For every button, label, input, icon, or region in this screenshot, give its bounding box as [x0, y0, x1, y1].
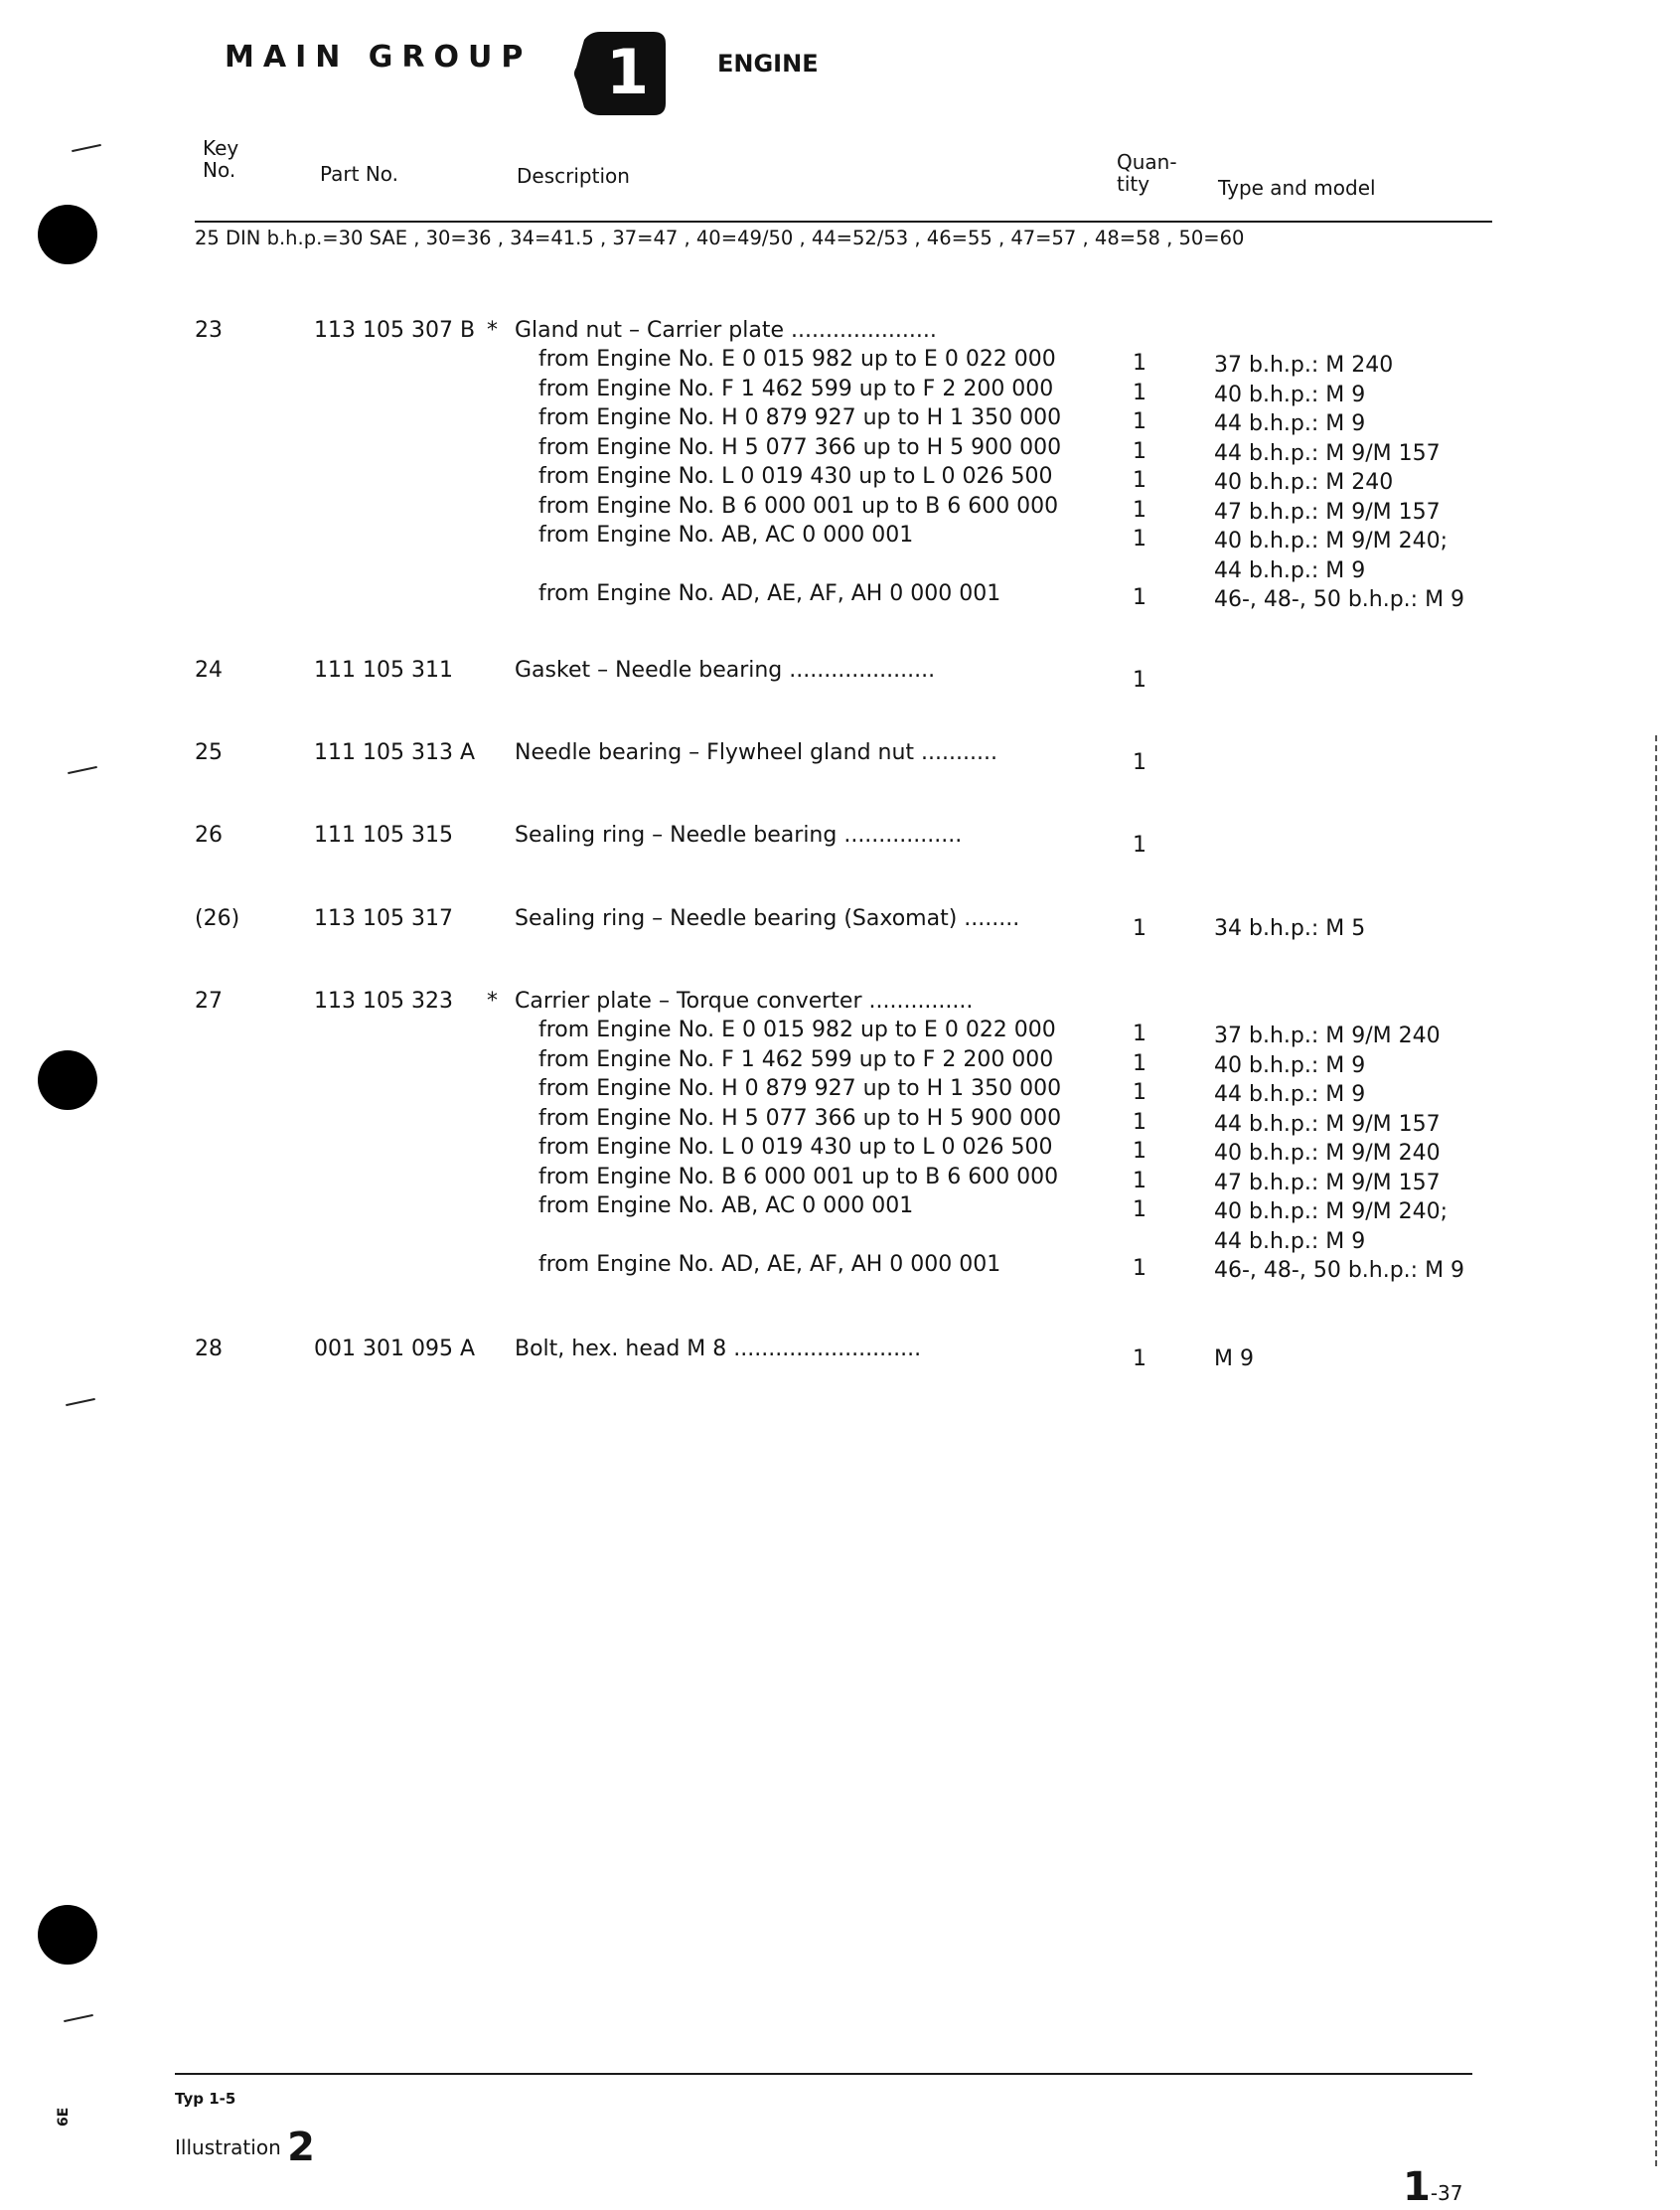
col-type-model: Type and model	[1218, 176, 1376, 200]
range-type-model: 47 b.h.p.: M 9/M 157	[1214, 499, 1441, 525]
key-number: 26	[195, 823, 223, 848]
engine-range: from Engine No. B 6 000 001 up to B 6 600 000	[538, 493, 1059, 519]
page-number-sub: -37	[1430, 2181, 1463, 2205]
col-part-no: Part No.	[320, 162, 399, 186]
engine-range: from Engine No. B 6 000 001 up to B 6 600 000	[538, 1164, 1059, 1189]
part-description: Gasket – Needle bearing .....................	[515, 658, 936, 683]
part-description: Bolt, hex. head M 8 ...........................	[515, 1337, 922, 1361]
range-quantity: 1	[1133, 438, 1146, 464]
new-part-marker: *	[487, 989, 498, 1014]
range-quantity: 1	[1133, 380, 1146, 405]
key-number: 28	[195, 1337, 223, 1361]
part-quantity: 1	[1133, 668, 1146, 693]
key-number: 24	[195, 658, 223, 683]
group-name: ENGINE	[717, 50, 819, 78]
range-quantity: 1	[1133, 1168, 1146, 1193]
col-description: Description	[517, 164, 630, 188]
range-quantity: 1	[1133, 1109, 1146, 1135]
part-description: Carrier plate – Torque converter ...............	[515, 989, 974, 1014]
part-description: Needle bearing – Flywheel gland nut ...........	[515, 740, 997, 765]
margin-mark	[68, 766, 97, 774]
col-key-no-line1: Key	[203, 136, 239, 160]
part-quantity: 1	[1133, 916, 1146, 941]
footer-typ: Typ 1-5	[175, 2090, 236, 2108]
range-type-model: 40 b.h.p.: M 9/M 240	[1214, 1141, 1441, 1166]
page-number-main: 1	[1403, 2164, 1431, 2210]
group-number: 1	[606, 36, 650, 108]
range-type-model: 44 b.h.p.: M 9/M 157	[1214, 1111, 1441, 1137]
part-number: 111 105 315	[314, 823, 453, 848]
col-key-no	[203, 137, 238, 181]
illustration-number: 2	[287, 2125, 315, 2170]
engine-range: from Engine No. AB, AC 0 000 001	[538, 1193, 914, 1218]
engine-range: from Engine No. H 0 879 927 up to H 1 350 000	[538, 1076, 1062, 1101]
part-number: 113 105 323	[314, 989, 453, 1014]
range-type-model: 46-, 48-, 50 b.h.p.: M 9	[1214, 587, 1465, 612]
range-quantity: 1	[1133, 351, 1146, 376]
engine-range: from Engine No. L 0 019 430 up to L 0 026 500	[538, 1135, 1053, 1160]
engine-range: from Engine No. L 0 019 430 up to L 0 026 500	[538, 464, 1053, 489]
range-type-model-cont: 44 b.h.p.: M 9	[1214, 1228, 1366, 1254]
engine-range: from Engine No. H 5 077 366 up to H 5 900 000	[538, 1105, 1062, 1131]
part-number: 001 301 095 A	[314, 1337, 476, 1361]
part-description: Sealing ring – Needle bearing (Saxomat) ........	[515, 906, 1020, 931]
part-quantity: 1	[1133, 1346, 1146, 1371]
range-quantity: 1	[1133, 1080, 1146, 1105]
engine-range: from Engine No. F 1 462 599 up to F 2 200 000	[538, 376, 1054, 401]
engine-range: from Engine No. AD, AE, AF, AH 0 000 001	[538, 1252, 1001, 1277]
col-key-no-line2: No.	[203, 158, 236, 182]
range-quantity: 1	[1133, 585, 1146, 610]
part-quantity: 1	[1133, 833, 1146, 858]
binder-hole-bottom	[38, 1905, 97, 1965]
range-type-model: 40 b.h.p.: M 9/M 240;	[1214, 1199, 1449, 1224]
range-quantity: 1	[1133, 409, 1146, 434]
footer-illustration	[175, 2125, 315, 2170]
range-quantity: 1	[1133, 468, 1146, 493]
margin-mark	[66, 1398, 95, 1406]
range-type-model: 47 b.h.p.: M 9/M 157	[1214, 1170, 1441, 1195]
key-number: 25	[195, 740, 223, 765]
torn-page-edge	[1655, 735, 1660, 2166]
col-quantity	[1117, 151, 1177, 195]
part-number: 111 105 313 A	[314, 740, 476, 765]
new-part-marker: *	[487, 318, 498, 343]
part-description: Gland nut – Carrier plate .....................	[515, 318, 937, 343]
part-description: Sealing ring – Needle bearing .................	[515, 823, 963, 848]
range-quantity: 1	[1133, 1022, 1146, 1046]
range-type-model: 40 b.h.p.: M 9	[1214, 1052, 1366, 1078]
engine-range: from Engine No. F 1 462 599 up to F 2 200 000	[538, 1046, 1054, 1072]
margin-mark	[64, 2014, 93, 2022]
engine-range: from Engine No. AD, AE, AF, AH 0 000 001	[538, 581, 1001, 606]
range-quantity: 1	[1133, 1197, 1146, 1222]
range-type-model: 37 b.h.p.: M 9/M 240	[1214, 1024, 1441, 1048]
type-model: 34 b.h.p.: M 5	[1214, 916, 1366, 941]
conversion-note: 25 DIN b.h.p.=30 SAE , 30=36 , 34=41.5 , 37=47 , 40=49/50 , 44=52/53 , 46=55 , 47=57 , 48=58 , 50=60	[195, 227, 1245, 249]
page-number	[1403, 2164, 1463, 2210]
main-group-label: MAIN GROUP	[225, 40, 533, 75]
part-number: 113 105 317	[314, 906, 453, 931]
engine-range: from Engine No. H 5 077 366 up to H 5 900 000	[538, 434, 1062, 460]
key-number: (26)	[195, 906, 240, 931]
part-quantity: 1	[1133, 750, 1146, 775]
range-type-model: 37 b.h.p.: M 240	[1214, 353, 1394, 378]
key-number: 23	[195, 318, 223, 343]
range-type-model: 44 b.h.p.: M 9	[1214, 411, 1366, 436]
range-type-model: 44 b.h.p.: M 9	[1214, 1082, 1366, 1107]
engine-range: from Engine No. AB, AC 0 000 001	[538, 523, 914, 548]
binder-hole-top	[38, 205, 97, 264]
engine-range: from Engine No. E 0 015 982 up to E 0 022 000	[538, 347, 1056, 372]
range-quantity: 1	[1133, 1050, 1146, 1076]
range-type-model: 40 b.h.p.: M 240	[1214, 470, 1394, 495]
margin-mark	[72, 144, 101, 152]
part-number: 111 105 311	[314, 658, 453, 683]
side-code: 6E	[56, 2107, 72, 2127]
engine-range: from Engine No. E 0 015 982 up to E 0 022 000	[538, 1018, 1056, 1042]
illustration-label: Illustration	[175, 2135, 281, 2159]
range-type-model-cont: 44 b.h.p.: M 9	[1214, 557, 1366, 583]
header-rule	[195, 221, 1492, 223]
group-number-badge	[572, 30, 668, 117]
engine-range: from Engine No. H 0 879 927 up to H 1 350 000	[538, 405, 1062, 430]
footer-rule	[175, 2073, 1472, 2075]
range-type-model: 40 b.h.p.: M 9	[1214, 382, 1366, 407]
range-quantity: 1	[1133, 497, 1146, 523]
col-quantity-line1: Quan-	[1117, 150, 1177, 174]
binder-hole-middle	[38, 1050, 97, 1110]
col-quantity-line2: tity	[1117, 172, 1150, 196]
type-model: M 9	[1214, 1346, 1254, 1371]
range-type-model: 46-, 48-, 50 b.h.p.: M 9	[1214, 1258, 1465, 1283]
part-number: 113 105 307 B	[314, 318, 476, 343]
range-quantity: 1	[1133, 1256, 1146, 1281]
range-type-model: 44 b.h.p.: M 9/M 157	[1214, 440, 1441, 466]
range-quantity: 1	[1133, 1139, 1146, 1164]
range-quantity: 1	[1133, 527, 1146, 552]
key-number: 27	[195, 989, 223, 1014]
range-type-model: 40 b.h.p.: M 9/M 240;	[1214, 529, 1449, 553]
